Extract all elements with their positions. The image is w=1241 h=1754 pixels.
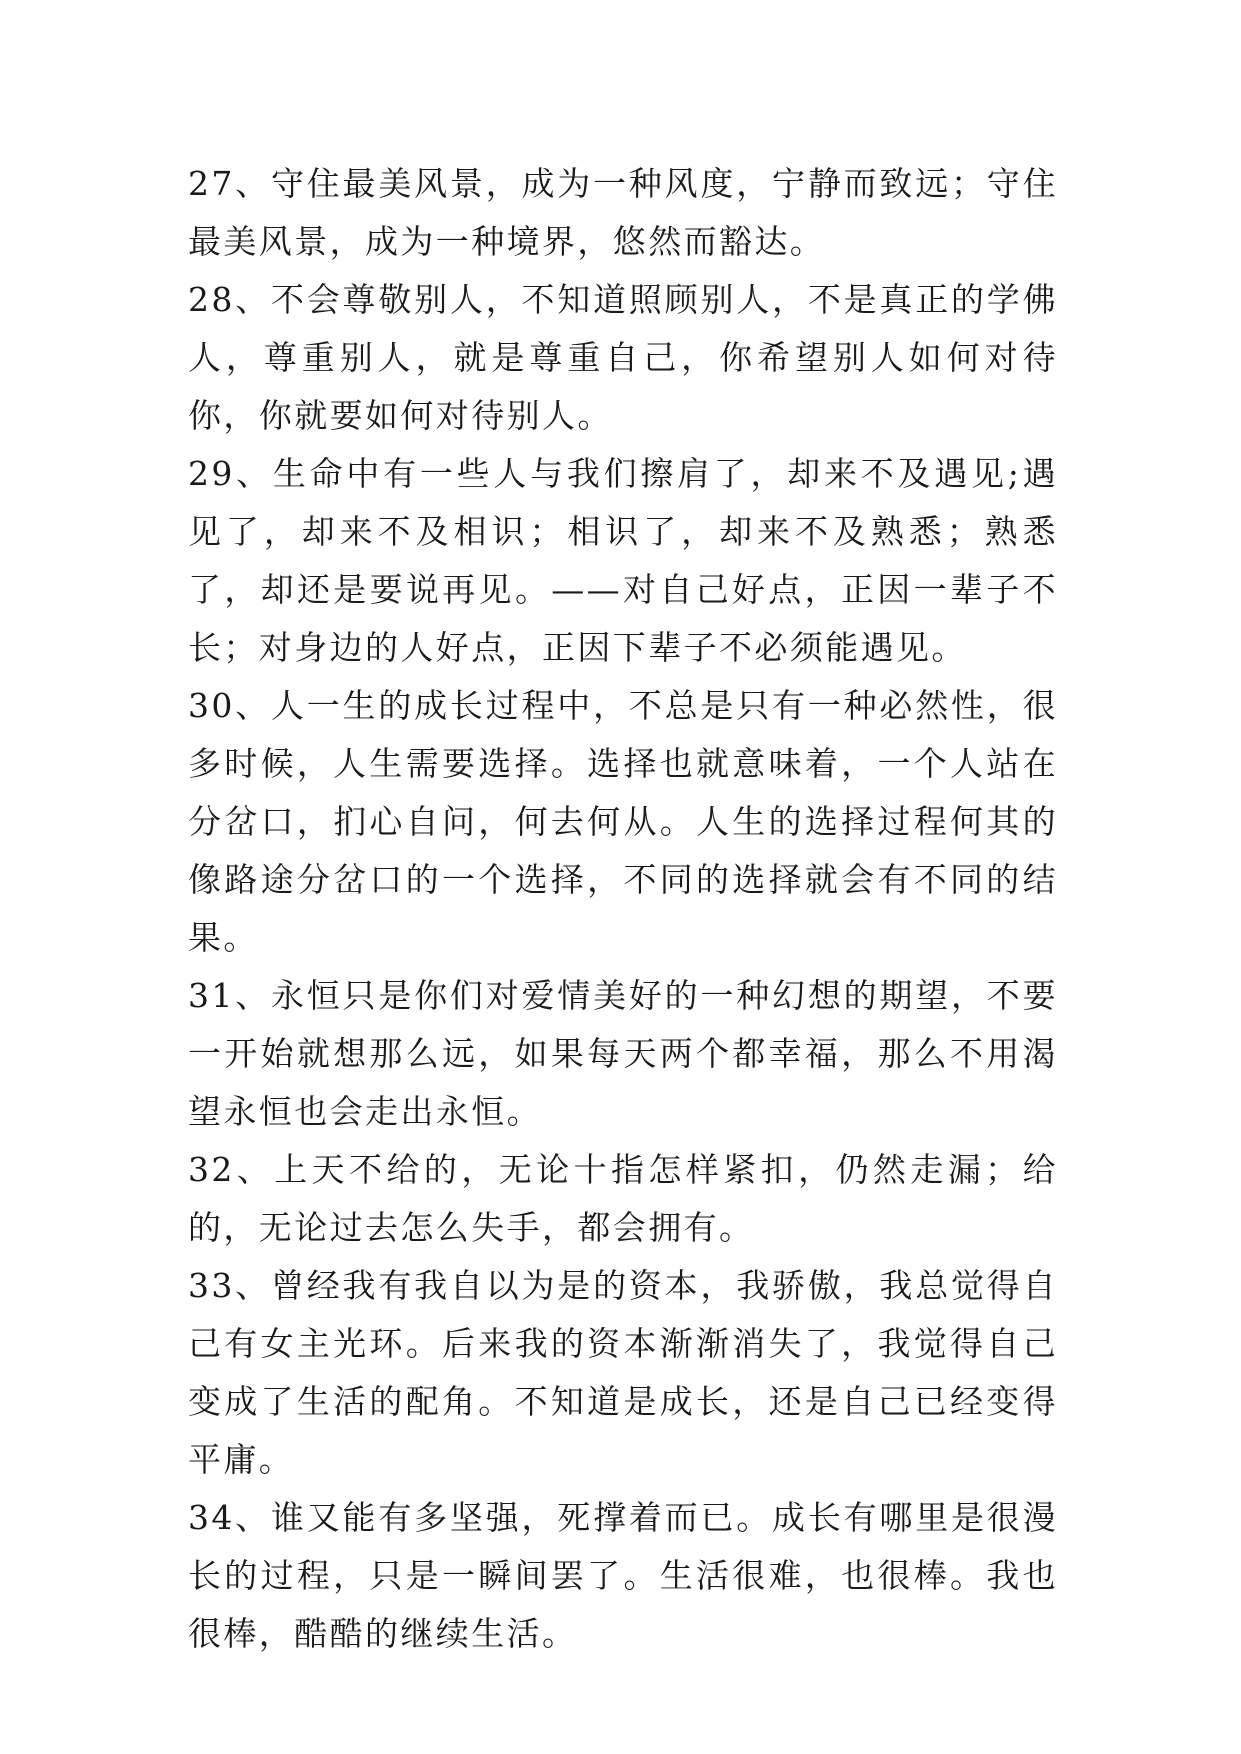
quote-entry-32: 32、上天不给的，无论十指怎样紧扣，仍然走漏；给的，无论过去怎么失手，都会拥有。 bbox=[188, 1150, 1058, 1247]
quote-entry-33: 33、曾经我有我自以为是的资本，我骄傲，我总觉得自己有女主光环。后来我的资本渐渐消失了，我觉得自己变成了生活的配角。不知道是成长，还是自己已经变得平庸。 bbox=[188, 1266, 1058, 1479]
quote-entry-28: 28、不会尊敬别人，不知道照顾别人，不是真正的学佛人，尊重别人，就是尊重自己，你希望别人如何对待你，你就要如何对待别人。 bbox=[188, 280, 1058, 435]
quote-list bbox=[188, 155, 1058, 1663]
quote-entry-30: 30、人一生的成长过程中，不总是只有一种必然性，很多时候，人生需要选择。选择也就意味着，一个人站在分岔口，扪心自问，何去何从。人生的选择过程何其的像路途分岔口的一个选择，不同的选择就会有不同的结果。 bbox=[188, 686, 1058, 957]
quote-entry-29: 29、生命中有一些人与我们擦肩了，却来不及遇见;遇见了，却来不及相识；相识了，却来不及熟悉；熟悉了，却还是要说再见。——对自己好点，正因一辈子不长；对身边的人好点，正因下辈子不必须能遇见。 bbox=[188, 454, 1058, 667]
quote-entry-34: 34、谁又能有多坚强，死撑着而已。成长有哪里是很漫长的过程，只是一瞬间罢了。生活很难，也很棒。我也很棒，酷酷的继续生活。 bbox=[188, 1498, 1058, 1653]
quote-entry-31: 31、永恒只是你们对爱情美好的一种幻想的期望，不要一开始就想那么远，如果每天两个都幸福，那么不用渴望永恒也会走出永恒。 bbox=[188, 976, 1058, 1131]
quote-entry-27: 27、守住最美风景，成为一种风度，宁静而致远；守住最美风景，成为一种境界，悠然而豁达。 bbox=[188, 164, 1058, 261]
